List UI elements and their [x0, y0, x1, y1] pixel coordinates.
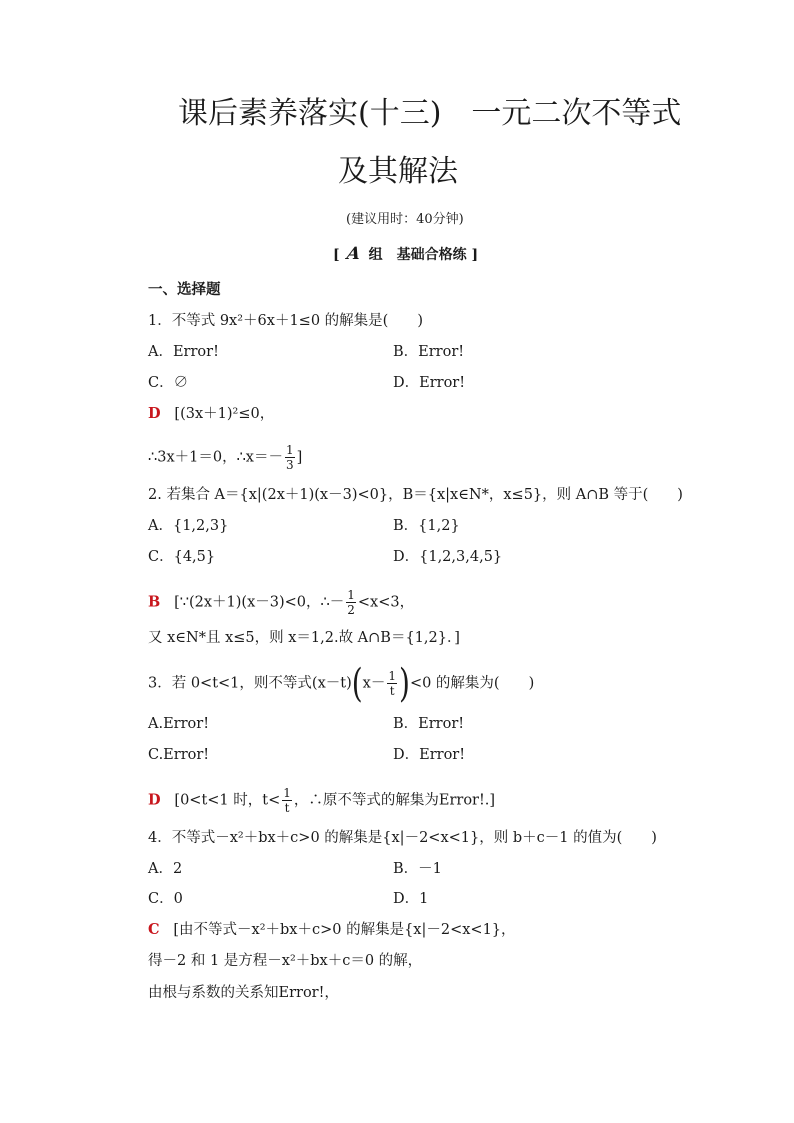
q2-fraction-denominator: 2: [347, 603, 355, 617]
q1-answer: D: [148, 405, 161, 422]
q2-fraction-numerator: 1: [347, 588, 355, 602]
q3-fraction-numerator: 1: [388, 669, 396, 683]
q3-stem-inner: x－: [362, 675, 386, 692]
q4-stem: 4．不等式－x²＋bx＋c>0 的解集是{x|－2<x<1}，则 b＋c－1 的值为( ): [148, 830, 657, 846]
q1-option-a: A．Error!: [148, 344, 219, 360]
q1-solution-text1: [(3x＋1)²≤0，: [174, 406, 275, 422]
q2-option-a: A．{1,2,3}: [148, 518, 229, 534]
q3-stem: [148, 659, 535, 706]
q3-answer: D: [148, 791, 161, 809]
q2-fraction: [346, 588, 356, 617]
q1-stem: 1．不等式 9x²＋6x＋1≤0 的解集是( ): [148, 313, 423, 329]
q3-solution-text: [0<t<1 时，t<: [174, 792, 281, 809]
group-label: 组 基础合格练: [368, 247, 467, 263]
group-heading: [333, 244, 478, 265]
q1-fraction-numerator: 1: [285, 443, 294, 457]
q4-solution-line1: [148, 920, 516, 940]
group-bracket-open: [: [333, 247, 340, 263]
q3-option-b: B．Error!: [393, 716, 465, 732]
q4-option-c: C．0: [148, 891, 183, 907]
section-heading: 一、选择题: [148, 281, 221, 298]
q2-solution-line2: 又 x∈N*且 x≤5，则 x＝1,2.故 A∩B＝{1,2}．]: [148, 630, 460, 646]
q3-fraction: [387, 669, 397, 698]
q3-option-a: A.Error!: [148, 716, 210, 732]
q2-solution-line1: [148, 588, 414, 617]
q1-solution-text2: ∴3x＋1＝0，∴x＝－: [148, 449, 283, 466]
q2-option-c: C．{4,5}: [148, 549, 216, 565]
group-letter: A: [345, 244, 362, 264]
q1-solution-close: ]: [296, 449, 303, 466]
q4-option-a: A．2: [148, 861, 183, 877]
q3-stem-end: <0 的解集为( ): [409, 675, 535, 692]
q1-solution-line2: [148, 443, 302, 472]
q3-solution-text-end: ，∴原不等式的解集为Error!.]: [293, 792, 496, 809]
q3-fraction-denominator: t: [389, 684, 395, 698]
q1-fraction-denominator: 3: [285, 458, 294, 472]
suggested-time: (建议用时：40分钟): [346, 212, 464, 227]
q1-option-d: D．Error!: [393, 375, 466, 391]
q4-solution-line3: 由根与系数的关系知Error!，: [148, 985, 339, 1001]
q1-fraction: [285, 443, 295, 472]
q3-option-d: D．Error!: [393, 747, 466, 763]
q3-solution-fraction: [282, 786, 292, 815]
q4-option-b: B．－1: [393, 861, 442, 877]
q2-answer: B: [148, 593, 161, 611]
q2-solution-text1: [∵(2x＋1)(x－3)<0，∴－: [174, 594, 345, 611]
q1-option-b: B．Error!: [393, 344, 465, 360]
q3-right-paren: ): [399, 659, 410, 706]
q2-solution-text1-end: <x<3，: [357, 594, 415, 611]
q4-solution-text1: [由不等式－x²＋bx＋c>0 的解集是{x|－2<x<1}，: [173, 922, 516, 938]
q4-option-d: D．1: [393, 891, 429, 907]
q1-option-c: C．∅: [148, 375, 189, 391]
q3-left-paren: (: [351, 659, 363, 706]
q2-stem: 2. 若集合 A＝{x|(2x＋1)(x－3)<0}，B＝{x|x∈N*，x≤5}，则 A∩B 等于( ): [148, 487, 683, 503]
q1-solution-line1: [148, 404, 274, 424]
group-bracket-close: ]: [471, 247, 479, 263]
q3-solution-denominator: t: [284, 801, 290, 815]
q4-solution-line2: 得－2 和 1 是方程－x²＋bx＋c＝0 的解，: [148, 953, 423, 969]
q2-option-d: D．{1,2,3,4,5}: [393, 549, 503, 565]
page-title-line2: 及其解法: [338, 154, 458, 189]
q3-stem-text: 3．若 0<t<1，则不等式(x－t): [148, 675, 352, 692]
q3-option-c: C.Error!: [148, 747, 210, 763]
q4-answer: C: [148, 921, 160, 938]
page-title-line1: 课后素养落实(十三) 一元二次不等式: [178, 96, 682, 131]
q3-solution-numerator: 1: [283, 786, 291, 800]
q3-solution: [148, 786, 495, 815]
q2-option-b: B．{1,2}: [393, 518, 460, 534]
